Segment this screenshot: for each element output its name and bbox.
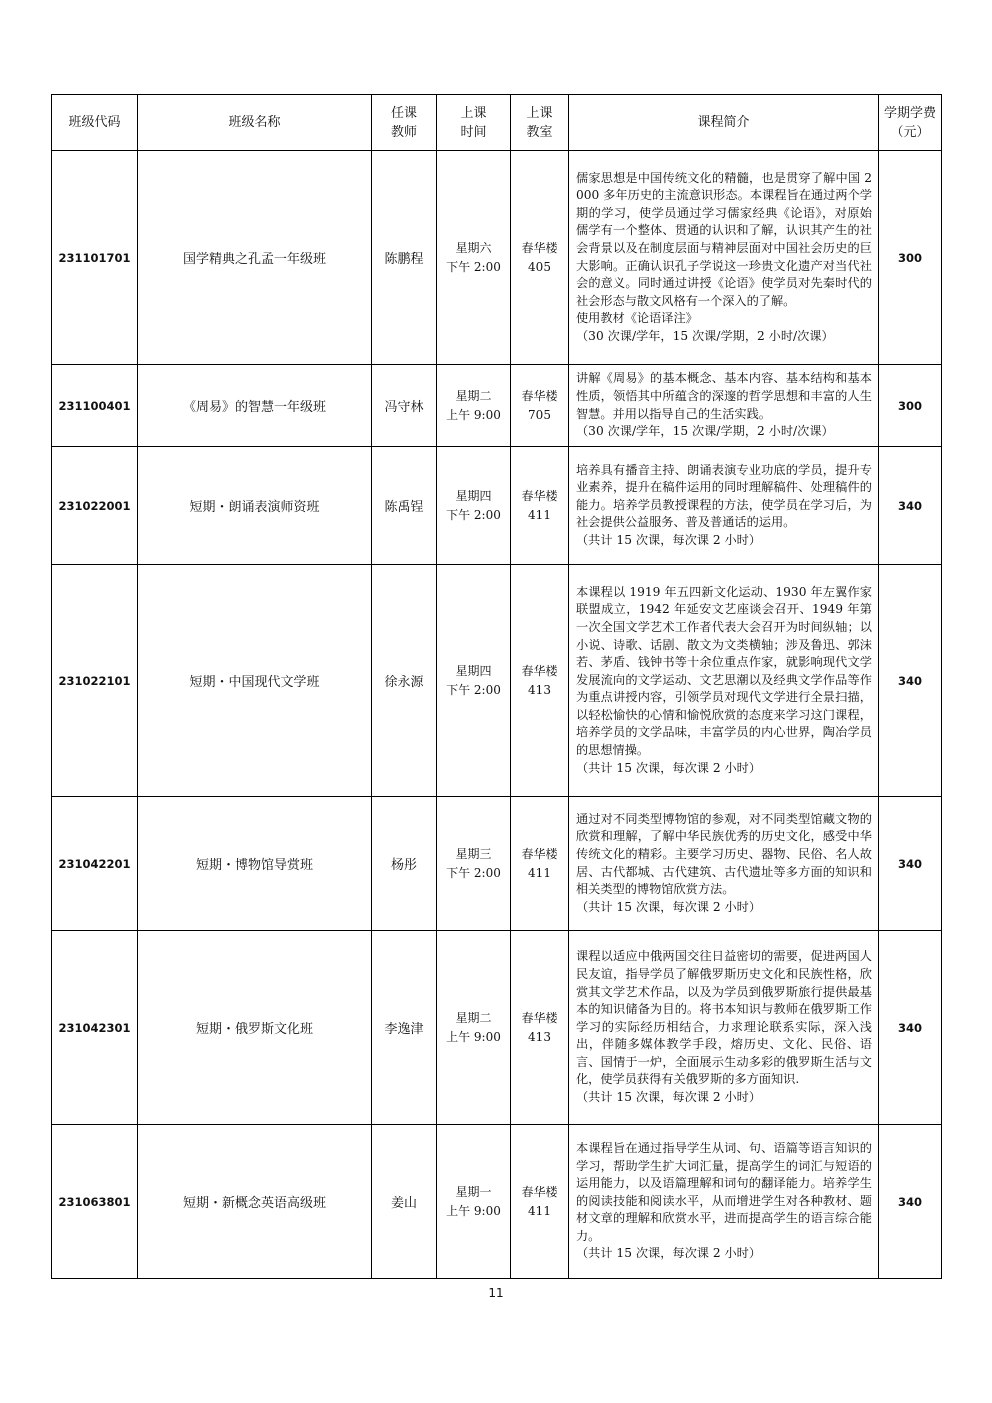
table-row [52,1125,942,1279]
classroom: 春华楼 411 [511,797,569,931]
course-description [569,151,879,365]
table-row [52,565,942,797]
teacher-name: 冯守林 [372,365,437,447]
description-text: 课程以适应中俄两国交往日益密切的需要，促进两国人民友谊，指导学员了解俄罗斯历史文化和民族性格，欣赏其文学艺术作品，以及为学员到俄罗斯旅行提供最基本的知识储备为目的。将书本知识与教师在俄罗斯工作学习的实际经历相结合，力求理论联系实际，深入浅出，伴随多媒体教学手段，熔历史、文化、民俗、语言、国情于一炉，全面展示生动多彩的俄罗斯生活与文化，使学员获得有关俄罗斯的多方面知识. [576,949,872,1087]
description-text: 本课程旨在通过指导学生从词、句、语篇等语言知识的学习，帮助学生扩大词汇量，提高学生的词汇与短语的运用能力，以及语篇理解和词句的翻译能力。培养学生的阅读技能和阅读水平，从而增进学生对各种教材、题材文章的理解和欣赏水平，进而提高学生的语言综合能力。 [576,1140,872,1243]
table-row [52,797,942,931]
class-code: 231022101 [52,565,138,797]
description-text: 本课程以 1919 年五四新文化运动、1930 年左翼作家联盟成立，1942 年延安文艺座谈会召开、1949 年第一次全国文学艺术工作者代表大会召开为时间纵轴；以小说、诗歌、话剧、散文为文类横轴；涉及鲁迅、郭沫若、茅盾、钱钟书等十余位重点作家，就影响现代文学发展流向的文学运动、文艺思潮以及经典文学作品等作为重点讲授内容，引领学员对现代文学进行全景扫描，以轻松愉快的心情和愉悦欣赏的态度来学习这门课程，培养学员的文学品味，丰富学员的内心世界，陶冶学员的思想情操。 [576,584,872,758]
course-schedule-table [51,94,942,1279]
header-code: 班级代码 [52,95,138,151]
description-note: （30 次课/学年，15 次课/学期，2 小时/次课） [576,328,834,343]
teacher-name: 姜山 [372,1125,437,1279]
classroom: 春华楼 705 [511,365,569,447]
teacher-name: 陈禹锃 [372,447,437,565]
table-row [52,931,942,1125]
classroom: 春华楼 411 [511,1125,569,1279]
teacher-name: 李逸津 [372,931,437,1125]
description-note: （30 次课/学年，15 次课/学期，2 小时/次课） [576,424,834,439]
class-name: 短期・俄罗斯文化班 [138,931,372,1125]
description-text: 通过对不同类型博物馆的参观，对不同类型馆藏文物的欣赏和理解，了解中华民族优秀的历史文化，感受中华传统文化的精彩。主要学习历史、器物、民俗、名人故居、古代都城、古代建筑、古代遗址等多方面的知识和相关类型的博物馆欣赏方法。 [576,811,872,897]
class-time: 星期六 下午 2:00 [437,151,511,365]
class-code: 231042201 [52,797,138,931]
class-name: 短期・博物馆导赏班 [138,797,372,931]
class-name: 短期・中国现代文学班 [138,565,372,797]
classroom: 春华楼 413 [511,565,569,797]
table-row [52,365,942,447]
class-name: 国学精典之孔孟一年级班 [138,151,372,365]
header-row [52,95,942,151]
description-textbook: 使用教材《论语译注》 [576,311,698,326]
teacher-name: 徐永源 [372,565,437,797]
header-teacher: 任课 教师 [372,95,437,151]
course-description [569,365,879,447]
tuition-fee: 340 [879,797,942,931]
description-note: （共计 15 次课，每次课 2 小时） [576,532,762,547]
tuition-fee: 340 [879,447,942,565]
description-note: （共计 15 次课，每次课 2 小时） [576,1246,762,1261]
description-note: （共计 15 次课，每次课 2 小时） [576,1090,762,1105]
class-time: 星期四 下午 2:00 [437,447,511,565]
course-description [569,565,879,797]
page-number: 11 [488,1286,504,1300]
table-row [52,151,942,365]
class-time: 星期四 下午 2:00 [437,565,511,797]
tuition-fee: 340 [879,1125,942,1279]
class-time: 星期三 下午 2:00 [437,797,511,931]
description-text: 培养具有播音主持、朗诵表演专业功底的学员，提升专业素养，提升在稿件运用的同时理解稿件、处理稿件的能力。培养学员教授课程的方法，使学员在学习后，为社会提供公益服务、普及普通话的运用。 [576,462,872,530]
header-room: 上课 教室 [511,95,569,151]
classroom: 春华楼 405 [511,151,569,365]
classroom: 春华楼 413 [511,931,569,1125]
tuition-fee: 300 [879,365,942,447]
course-description [569,797,879,931]
header-time: 上课 时间 [437,95,511,151]
table-row [52,447,942,565]
header-fee: 学期学费 （元） [879,95,942,151]
class-name: 短期・新概念英语高级班 [138,1125,372,1279]
teacher-name: 杨彤 [372,797,437,931]
description-text: 讲解《周易》的基本概念、基本内容、基本结构和基本性质，领悟其中所蕴含的深邃的哲学思想和丰富的人生智慧。并用以指导自己的生活实践。 [576,371,872,421]
course-description [569,447,879,565]
description-note: （共计 15 次课，每次课 2 小时） [576,899,762,914]
course-description [569,1125,879,1279]
class-code: 231063801 [52,1125,138,1279]
class-name: 《周易》的智慧一年级班 [138,365,372,447]
class-code: 231100401 [52,365,138,447]
class-time: 星期二 上午 9:00 [437,365,511,447]
classroom: 春华楼 411 [511,447,569,565]
tuition-fee: 340 [879,931,942,1125]
course-description [569,931,879,1125]
tuition-fee: 300 [879,151,942,365]
teacher-name: 陈鹏程 [372,151,437,365]
description-text: 儒家思想是中国传统文化的精髓，也是贯穿了解中国 2000 多年历史的主流意识形态。本课程旨在通过两个学期的学习，使学员通过学习儒家经典《论语》，对原始儒学有一个整体、贯通的认识和了解，认识其产生的社会背景以及在制度层面与精神层面对中国社会历史的巨大影响。正确认识孔子学说这一珍贵文化遗产对当代社会的意义。同时通过讲授《论语》使学员对先秦时代的社会形态与散文风格有一个深入的了解。 [576,170,872,308]
class-code: 231101701 [52,151,138,365]
header-desc: 课程简介 [569,95,879,151]
class-time: 星期二 上午 9:00 [437,931,511,1125]
class-name: 短期・朗诵表演师资班 [138,447,372,565]
tuition-fee: 340 [879,565,942,797]
description-note: （共计 15 次课，每次课 2 小时） [576,760,762,775]
header-name: 班级名称 [138,95,372,151]
class-code: 231042301 [52,931,138,1125]
class-time: 星期一 上午 9:00 [437,1125,511,1279]
class-code: 231022001 [52,447,138,565]
